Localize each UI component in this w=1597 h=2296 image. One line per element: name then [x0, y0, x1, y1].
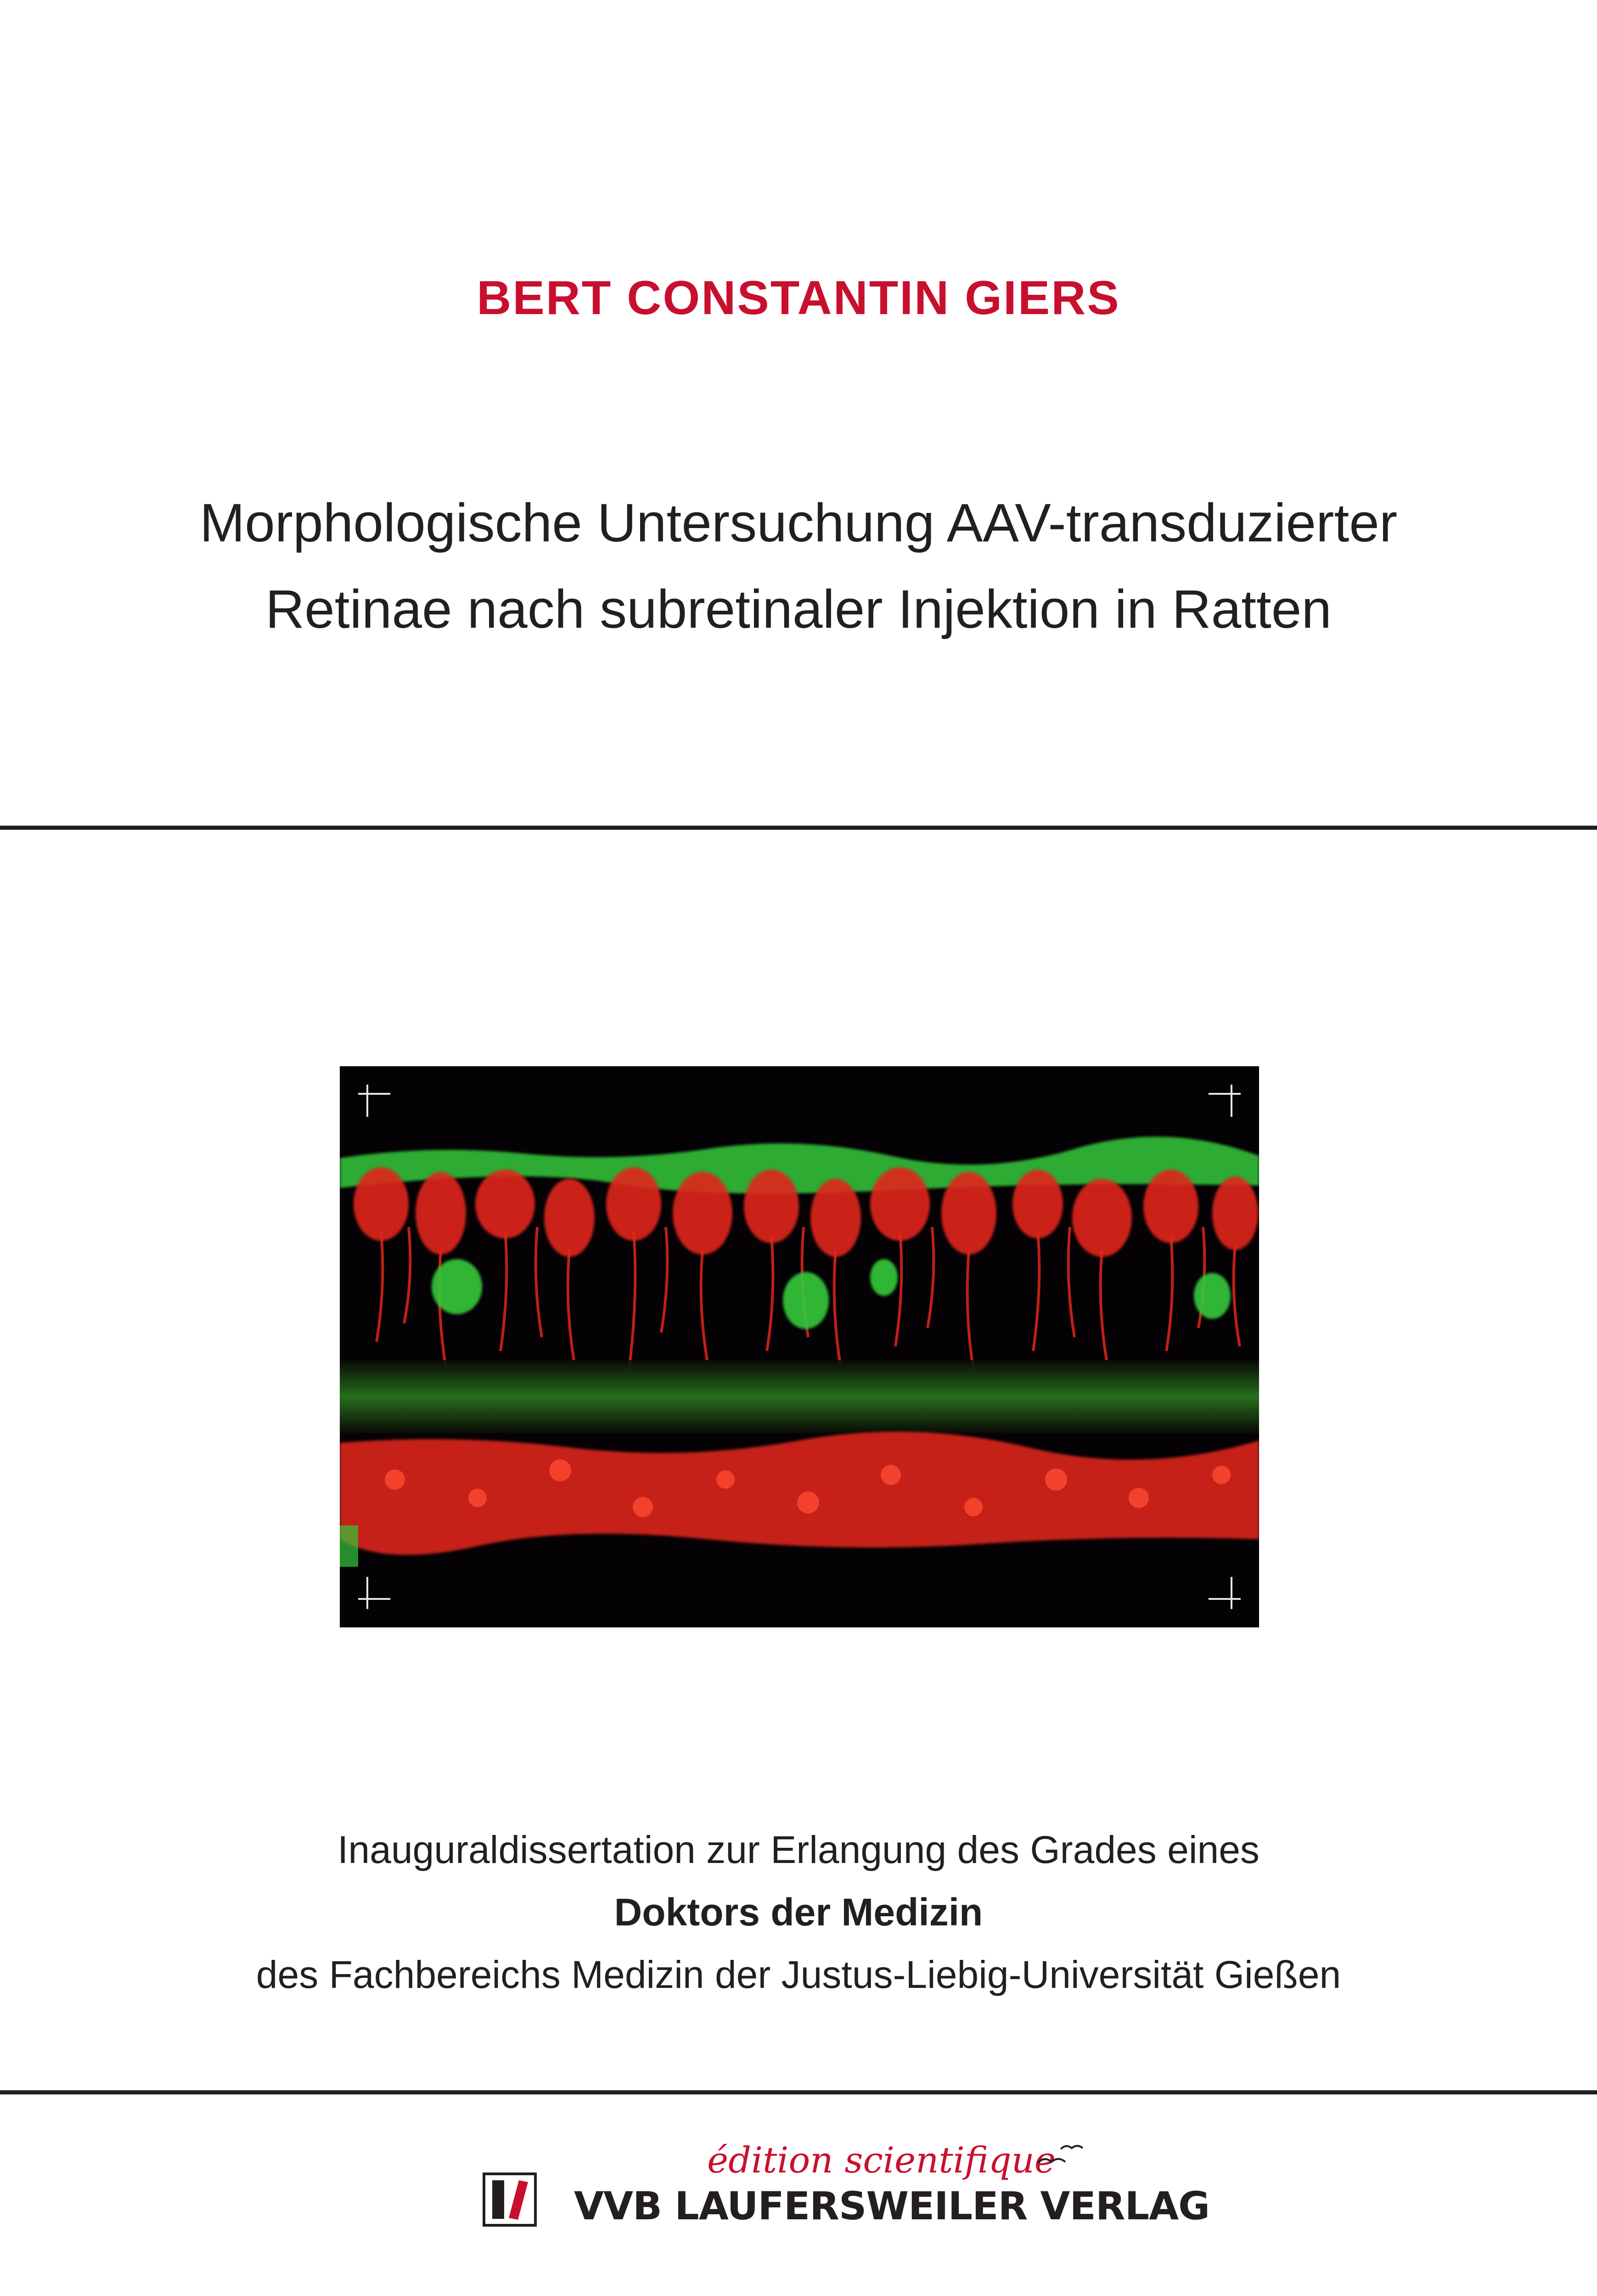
- title-line-1: Morphologische Untersuchung AAV-transduzierter: [199, 493, 1398, 553]
- vvb-book-logo-icon: [482, 2172, 537, 2227]
- publisher-name: VVB LAUFERSWEILER VERLAG: [574, 2183, 1210, 2228]
- bottom-divider: [0, 2090, 1597, 2094]
- top-divider: [0, 826, 1597, 830]
- dissertation-statement: [0, 1818, 1597, 2006]
- dissertation-line-1: Inauguraldissertation zur Erlangung des Grades eines: [337, 1828, 1260, 1871]
- author-name: BERT CONSTANTIN GIERS: [477, 271, 1120, 325]
- retina-micrograph-icon: [340, 1066, 1259, 1627]
- degree-name: Doktors der Medizin: [614, 1891, 983, 1934]
- title-line-2: Retinae nach subretinaler Injektion in Ratten: [265, 579, 1332, 640]
- edition-scientifique-script: édition scientifique: [707, 2140, 1056, 2181]
- dissertation-line-3: des Fachbereichs Medizin der Justus-Liebig-Universität Gießen: [256, 1953, 1341, 1996]
- birds-icon: [1033, 2135, 1093, 2177]
- cover-figure: [340, 1066, 1259, 1627]
- book-title: [0, 480, 1597, 653]
- publisher-block: [482, 2135, 1210, 2241]
